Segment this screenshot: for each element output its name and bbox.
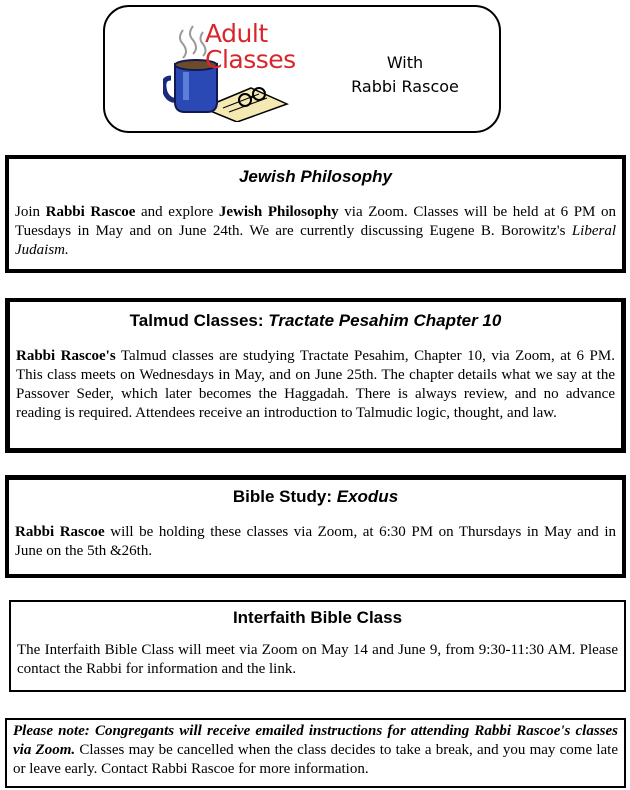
section-bible-study [5, 475, 626, 578]
section-talmud [5, 298, 626, 453]
header-rabbi: Rabbi Rascoe [351, 77, 459, 96]
note-text: Classes may be cancelled when the class decides to take a break, and you may come late or leave early. Contact Rabbi Rascoe for more information. [13, 742, 619, 777]
section-title [16, 311, 615, 331]
body-text: Talmud classes are studying Tractate Pesahim, Chapter 10, via Zoom, at 6 PM. This class meets on Wednesdays in May, and on June 25th. The chapter details what we say at the Passover Seder, which later becomes the Haggadah. There is always review, and no advance reading is required. Attendees receive an introduction to Talmudic logic, thought, and law. [16, 348, 615, 421]
note-body [13, 722, 618, 779]
body-text: and explore [135, 204, 219, 220]
title-italic: Exodus [336, 487, 399, 506]
body-text: Join [15, 204, 46, 220]
title-prefix: Bible Study: [232, 487, 337, 506]
book-title: Liberal Judaism. [15, 223, 616, 258]
section-body [15, 203, 616, 260]
section-interfaith [9, 600, 626, 692]
section-jewish-philosophy [5, 155, 626, 273]
title-italic: Tractate Pesahim Chapter 10 [268, 311, 502, 330]
section-note [5, 718, 626, 788]
section-title: Interfaith Bible Class [232, 608, 403, 627]
header-with: With [386, 53, 424, 72]
rabbi-name: Rabbi Rascoe's [16, 348, 116, 364]
title-prefix: Talmud Classes: [129, 311, 269, 330]
logo-line-classes: Classes [205, 45, 296, 74]
section-title [15, 487, 616, 507]
section-body [16, 347, 615, 423]
rabbi-name: Rabbi Rascoe [15, 524, 105, 540]
logo-title [205, 21, 296, 73]
note-emphasis: Please note: Congregants will receive emailed instructions for attending Rabbi Rascoe's classes via Zoom. [13, 723, 618, 758]
rabbi-name: Rabbi Rascoe [45, 204, 136, 220]
body-text: via Zoom. Classes will be held at 6 PM on Tuesdays in May and on June 24th. We are currently discussing Eugene B. Borowitz's [15, 204, 616, 239]
section-body [15, 523, 616, 561]
section-title: Jewish Philosophy [238, 167, 393, 186]
topic-name: Jewish Philosophy [218, 204, 339, 220]
body-text: will be holding these classes via Zoom, at 6:30 PM on Thursdays in May and in June on the 5th &26th. [15, 524, 616, 559]
section-body: The Interfaith Bible Class will meet via Zoom on May 14 and June 9, from 9:30-11:30 AM. Please contact the Rabbi for information and the link. [17, 642, 618, 677]
header-subtitle [330, 51, 480, 99]
header-banner [103, 5, 501, 133]
logo-line-adult: Adult [205, 19, 268, 48]
